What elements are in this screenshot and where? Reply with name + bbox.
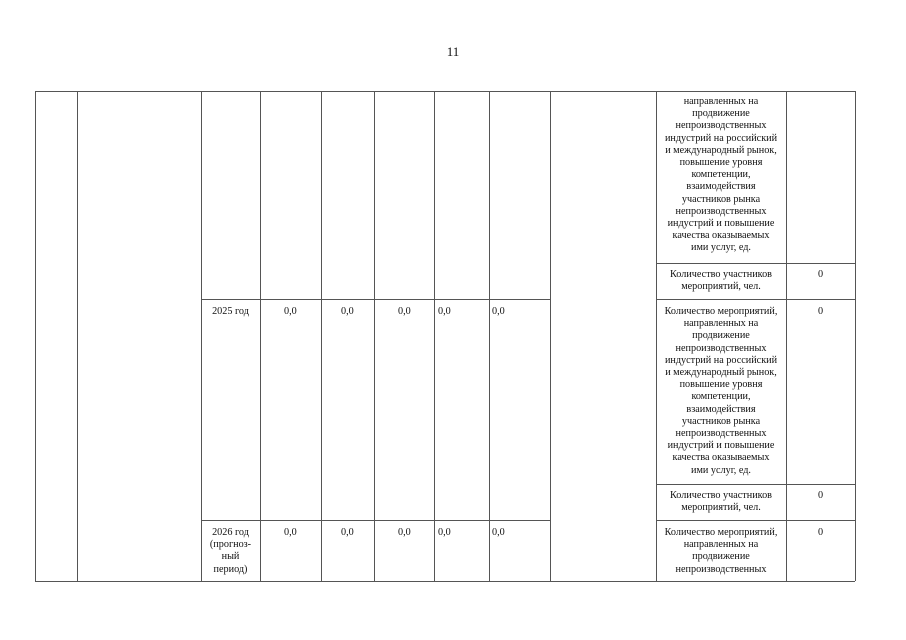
value-cell: 0,0 <box>284 306 297 317</box>
col-line <box>35 91 36 581</box>
row-line <box>201 520 550 521</box>
col-line <box>434 91 435 581</box>
indicator-text: Количество мероприятий, направленных на продвижение непроизводственных <box>664 527 778 575</box>
year-label: 2026 год (прогноз- ный период) <box>209 527 252 575</box>
value-cell: 0,0 <box>492 527 505 538</box>
table-border-top <box>35 91 855 92</box>
value-cell: 0,0 <box>438 306 451 317</box>
participants-label: Количество участников мероприятий, чел. <box>670 269 772 293</box>
participants-value: 0 <box>817 490 824 501</box>
indicator-text-continued: направленных на продвижение непроизводственных индустрий на российский и международный рынок, повышение уровня компетенции, взаимодействия участников рынка непроизводственных индустрий и повышение качества оказываемых ими услуг, ед. <box>664 96 778 254</box>
col-line <box>855 91 856 581</box>
page-number: 11 <box>446 44 460 59</box>
table-border-bottom <box>35 581 855 582</box>
value-cell: 0,0 <box>398 527 411 538</box>
value-cell: 0,0 <box>438 527 451 538</box>
value-cell: 0,0 <box>398 306 411 317</box>
year-label: 2025 год <box>212 306 249 317</box>
col-line <box>77 91 78 581</box>
value-cell: 0,0 <box>341 527 354 538</box>
participants-label: Количество участников мероприятий, чел. <box>670 490 772 514</box>
col-line <box>321 91 322 581</box>
value-cell: 0,0 <box>341 306 354 317</box>
col-line <box>550 91 551 581</box>
col-line <box>786 91 787 581</box>
row-line <box>656 263 855 264</box>
value-cell: 0,0 <box>492 306 505 317</box>
row-line <box>201 299 550 300</box>
indicator-text: Количество мероприятий, направленных на продвижение непроизводственных индустрий на российский и международный рынок, повышение уровня компетенции, взаимодействия участников рынка непроизводственных индустрий и повышение качества оказываемых ими услуг, ед. <box>664 306 778 476</box>
indicator-value: 0 <box>817 306 824 317</box>
col-line <box>260 91 261 581</box>
row-line <box>656 520 855 521</box>
row-line <box>656 484 855 485</box>
row-line <box>656 299 855 300</box>
participants-value: 0 <box>817 269 824 280</box>
col-line <box>374 91 375 581</box>
col-line <box>489 91 490 581</box>
indicator-value: 0 <box>817 527 824 538</box>
col-line <box>201 91 202 581</box>
value-cell: 0,0 <box>284 527 297 538</box>
